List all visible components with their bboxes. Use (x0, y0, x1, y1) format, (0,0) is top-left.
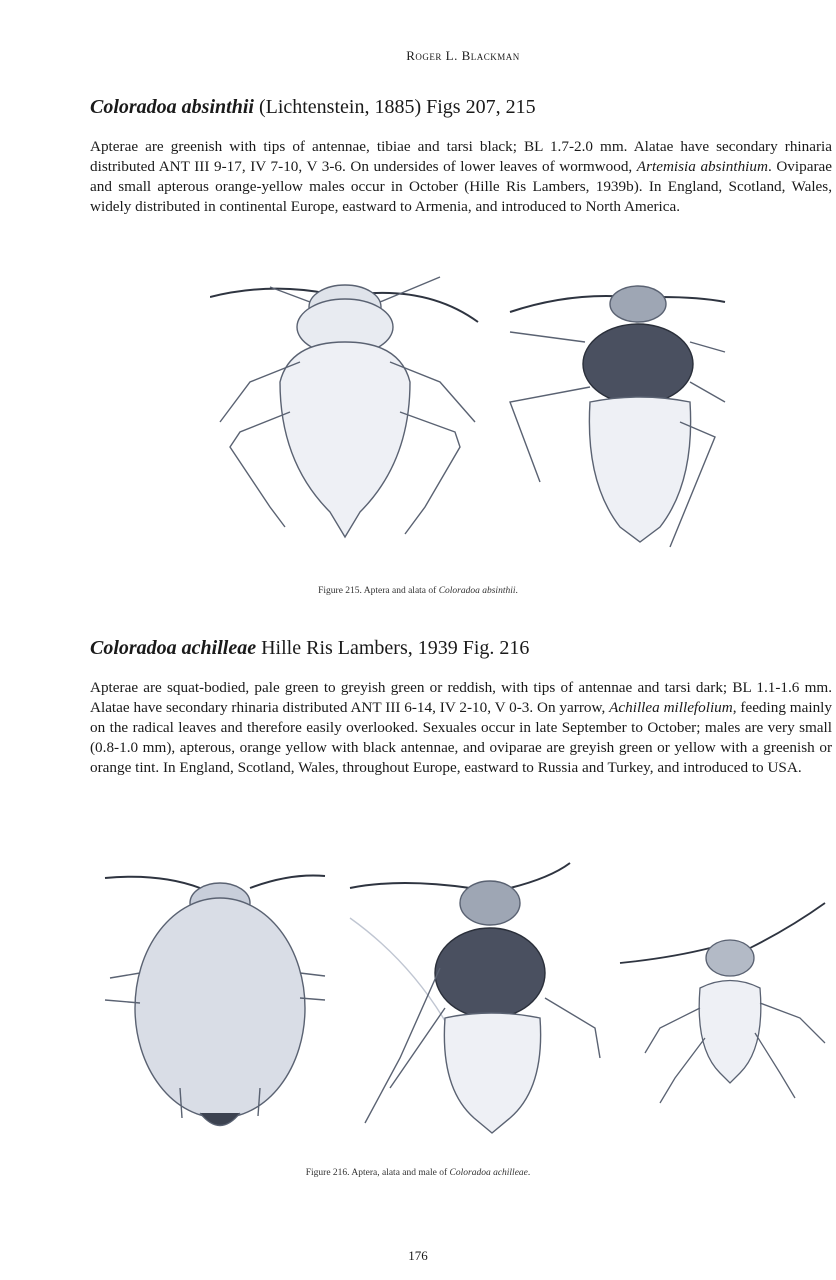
figure-216-specimens (100, 858, 830, 1138)
species-name: Coloradoa achilleae (90, 637, 257, 659)
description-text: . Oviparae and small apterous orange-yellow males occur in October (Hille Ris Lambers, 1939b). In England, Scotland, Wales, widely distributed in continental Europe, eastward to Armenia, and introduced to North America. (90, 158, 832, 216)
caption-text: . (515, 586, 518, 596)
species-name: Coloradoa absinthii (90, 96, 254, 118)
species-authority: (Lichtenstein, 1885) (258, 96, 422, 118)
caption-species: Coloradoa achilleae (449, 1168, 528, 1178)
description-text: , feeding mainly on the radical leaves and therefore easily overlooked. Sexuales occur in late September to October; males are very small (0.8-1.0 mm), apterous, orange yellow with black antennae, and oviparae are greyish green or yellow with a greenish or orange tint. In England, Scotland, Wales, throughout Europe, eastward to Russia and Turkey, and introduced to USA. (90, 699, 832, 777)
description-text: Apterae are greenish with tips of antennae, tibiae and tarsi black; BL 1.7-2.0 mm. Alatae have secondary rhinaria distributed ANT III 9-17, IV 7-10, V 3-6. On undersides of lower leaves of wormwood, (90, 138, 832, 176)
species-heading-achilleae (90, 636, 810, 660)
male-specimen (620, 903, 825, 1103)
caption-text: . (527, 1168, 531, 1178)
species-authority: Hille Ris Lambers, 1939 (261, 637, 458, 659)
caption-text: Figure 216. Aptera, alata and male of (305, 1168, 450, 1178)
figure-reference: Fig. 216 (462, 637, 530, 659)
running-head: Roger L. Blackman (406, 48, 520, 63)
aptera-specimen (105, 876, 325, 1126)
figure-caption-216 (0, 1168, 836, 1178)
figure-caption-215 (0, 586, 836, 596)
figure-216 (100, 858, 830, 1138)
page-number: 176 (408, 1248, 428, 1263)
species-heading-absinthii (90, 95, 810, 119)
figure-reference: Figs 207, 215 (426, 96, 536, 118)
figure-215-specimens (210, 272, 730, 552)
alata-specimen (510, 286, 725, 547)
alata-specimen (350, 863, 600, 1133)
caption-text: Figure 215. Aptera and alata of (318, 586, 439, 596)
host-plant: Artemisia absinthium (636, 158, 768, 176)
aptera-specimen (210, 277, 478, 537)
figure-215 (210, 272, 730, 552)
description-text: Apterae are squat-bodied, pale green to greyish green or reddish, with tips of antennae and tarsi dark; BL 1.1-1.6 mm. Alatae have secondary rhinaria distributed ANT III 6-14, IV 2-10, V 0-3. On yarrow, (90, 679, 832, 717)
caption-species: Coloradoa absinthii (438, 586, 516, 596)
species-description-absinthii (90, 137, 832, 217)
host-plant: Achillea millefolium (609, 699, 733, 717)
species-description-achilleae (90, 678, 832, 778)
